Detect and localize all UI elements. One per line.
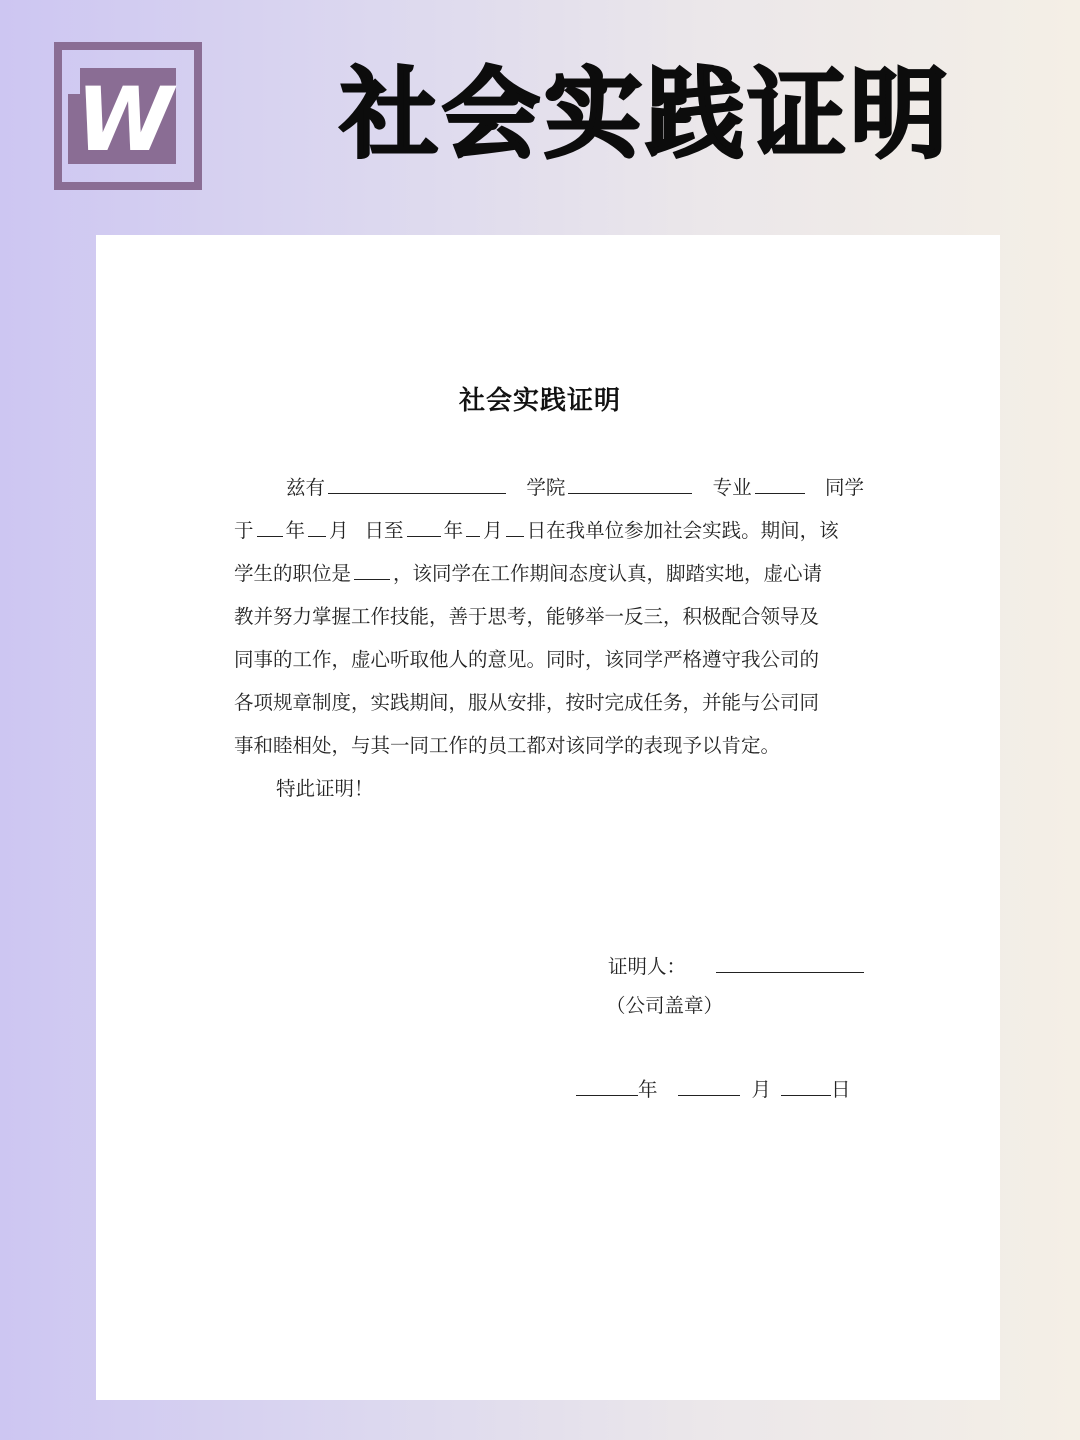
date-month-blank [678,1073,740,1096]
start-day-space [352,511,362,537]
company-stamp-label: （公司盖章） [606,994,724,1017]
end-year-blank [407,510,441,537]
start-year-blank [257,510,283,537]
text-line2-rest: 日在我单位参加社会实践。期间，该 [526,519,839,542]
end-day-blank [506,510,524,537]
college-blank [568,467,692,494]
date-year-label: 年 [638,1078,658,1101]
date-year-blank [576,1073,638,1096]
text-month-2: 月 [483,519,503,542]
text-line3-rest: ，该同学在工作期间态度认真，脚踏实地，虚心请 [393,562,823,585]
text-yu: 于 [234,519,254,542]
document-title: 社会实践证明 [458,386,621,416]
text-month-1: 月 [329,519,349,542]
signature-row [608,945,864,988]
word-logo-graphic [62,50,194,182]
word-document-icon [54,42,202,190]
name-blank [328,467,506,494]
document-body [234,466,864,810]
end-month-blank [466,510,480,537]
position-blank [354,553,390,580]
date-month-label: 月 [751,1078,772,1101]
date-day-label: 日 [831,1078,851,1101]
text-classmate: 同学 [824,476,864,499]
body-line-1 [234,466,864,509]
text-major: 专业 [712,476,752,499]
date-day-blank [781,1073,831,1096]
major-blank [755,467,805,494]
start-month-blank [308,510,326,537]
text-zi-you: 兹有 [286,476,326,499]
signature-label: 证明人： [608,955,687,978]
word-logo-letter: W [76,68,174,171]
body-line-2 [234,509,864,552]
text-college: 学院 [526,476,566,499]
date-row [576,1072,851,1108]
text-year-2: 年 [443,519,464,542]
body-line-5: 同事的工作，虚心听取他人的意见。同时，该同学严格遵守我公司的 [234,648,820,671]
text-day-to: 日至 [364,519,404,542]
signature-blank [716,950,864,973]
closing-text: 特此证明！ [276,777,374,800]
body-line-3 [234,552,864,595]
text-position: 学生的职位是 [234,562,352,585]
body-line-6: 各项规章制度，实践期间，服从安排，按时完成任务，并能与公司同 [234,691,820,714]
body-line-7: 事和睦相处，与其一同工作的员工都对该同学的表现予以肯定。 [234,734,781,757]
text-year-1: 年 [285,519,306,542]
body-line-4: 教并努力掌握工作技能，善于思考，能够举一反三，积极配合领导及 [234,605,820,628]
banner-title: 社会实践证明 [340,58,953,172]
